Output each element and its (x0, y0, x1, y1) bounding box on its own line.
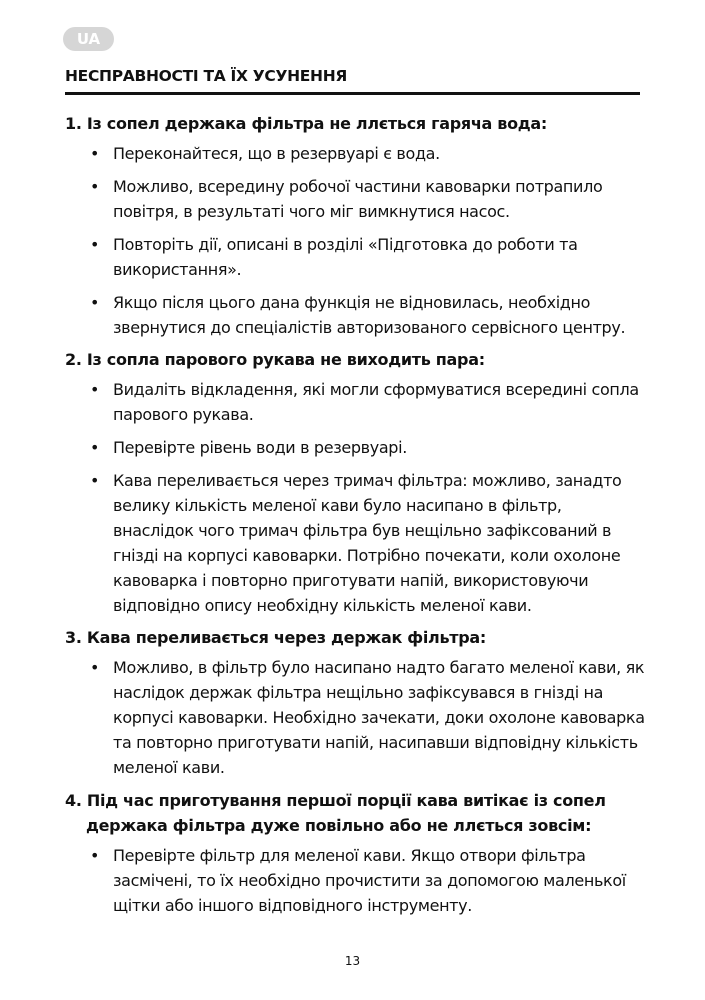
list-item: • Перевірте рівень води в резервуарі. (65, 435, 645, 460)
page-number: 13 (344, 954, 361, 968)
language-badge: UA (63, 27, 114, 51)
title-divider (65, 92, 640, 95)
list-item: • Можливо, всередину робочої частини кавоварки потрапило повітря, в результаті чого міг вимкнутися насос. (65, 174, 645, 224)
list-item: • Кава переливається через тримач фільтра: можливо, занадто велику кількість меленої кави було насипано в фільтр, внаслідок чого тримач фільтра був нещільно зафіксований в гнізді на корпусі кавоварки. Потрібно почекати, коли охолоне кавоварка і повторно приготувати напій, використовуючи відповідно опису необхідну кількість меленої кави. (65, 468, 645, 618)
list-item: • Переконайтеся, що в резервуарі є вода. (65, 141, 645, 166)
bullet-list (65, 377, 645, 618)
list-item: • Повторіть дії, описані в розділі «Підготовка до роботи та використання». (65, 232, 645, 282)
section-heading: 4. Під час приготування першої порції кава витікає із сопел держака фільтра дуже повільно або не ллється зовсім: (65, 791, 606, 835)
section-4 (65, 788, 645, 918)
page-title: НЕСПРАВНОСТІ ТА ЇХ УСУНЕННЯ (65, 67, 348, 85)
section-2 (65, 348, 645, 618)
section-heading: 3. Кава переливається через держак фільтра: (65, 628, 487, 647)
troubleshooting-content (65, 112, 645, 926)
section-heading: 1. Із сопел держака фільтра не ллється гаряча вода: (65, 114, 548, 133)
bullet-list (65, 141, 645, 340)
list-item: • Видаліть відкладення, які могли сформуватися всередині сопла парового рукава. (65, 377, 645, 427)
list-item: • Якщо після цього дана функція не відновилась, необхідно звернутися до спеціалістів авторизованого сервісного центру. (65, 290, 645, 340)
section-1 (65, 112, 645, 340)
section-3 (65, 626, 645, 780)
section-heading: 2. Із сопла парового рукава не виходить пара: (65, 350, 485, 369)
list-item: • Можливо, в фільтр було насипано надто багато меленої кави, як наслідок держак фільтра нещільно зафіксувався в гнізді на корпусі кавоварки. Необхідно зачекати, доки охолоне кавоварка та повторно приготувати напій, насипавши відповідну кількість меленої кави. (65, 655, 645, 780)
list-item: • Перевірте фільтр для меленої кави. Якщо отвори фільтра засмічені, то їх необхідно прочистити за допомогою маленької щітки або іншого відповідного інструменту. (65, 843, 645, 918)
bullet-list (65, 655, 645, 780)
bullet-list (65, 843, 645, 918)
